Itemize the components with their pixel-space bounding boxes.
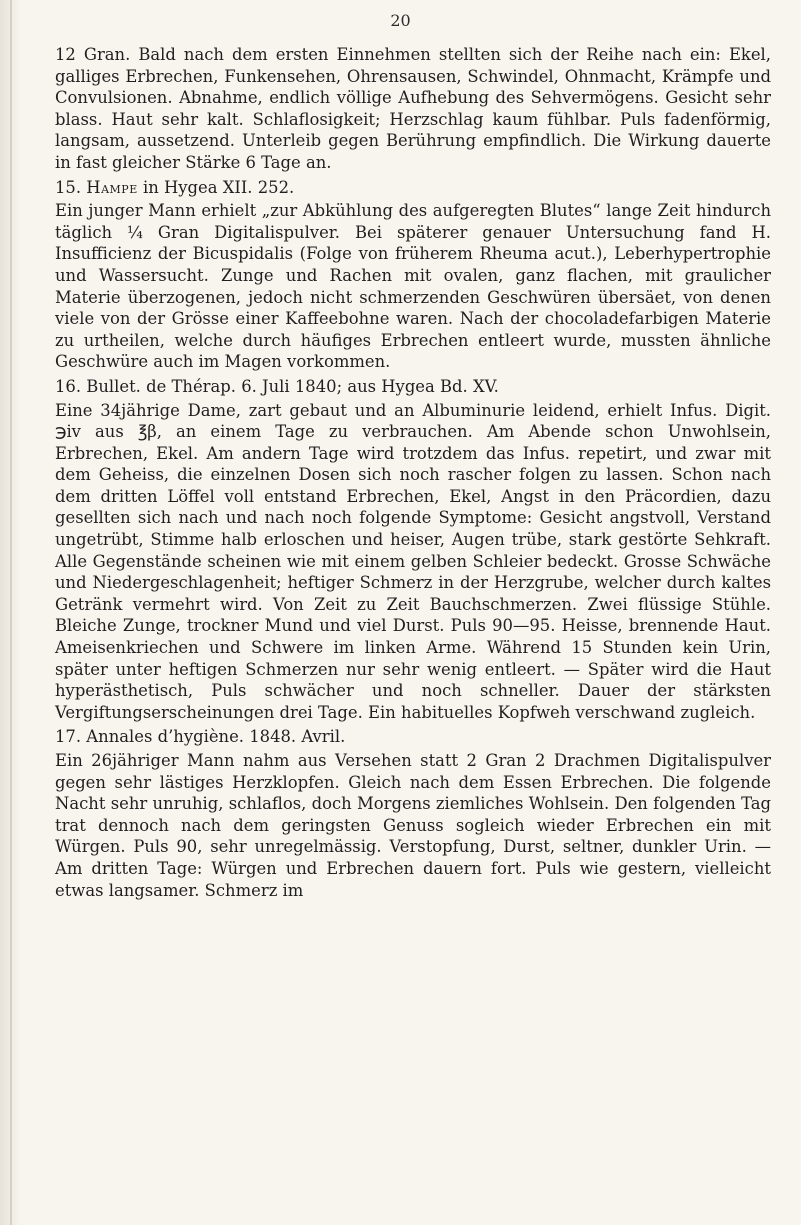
binding-line: [10, 0, 12, 1225]
paragraph-case-14-end: 12 Gran. Bald nach dem ersten Einnehmen stellten sich der Reihe nach ein: Ekel, galliges Erbrechen, Funkensehen, Ohrensausen, Schwindel, Ohnmacht, Krämpfe und Convulsionen. Abnahme, endlich völlige Aufhebung des Sehvermögens. Gesicht sehr blass. Haut sehr kalt. Schlaflosigkeit; Herzschlag kaum fühlbar. Puls fadenförmig, langsam, aussetzend. Unterleib gegen Berührung empfindlich. Die Wirkung dauerte in fast gleicher Stärke 6 Tage an.: [55, 45, 771, 172]
page-binding-edge: [0, 0, 22, 1225]
page-number: 20: [390, 11, 411, 30]
case-number: 15.: [55, 177, 82, 197]
case-number: 16.: [55, 376, 82, 396]
paragraph-case-15: Ein junger Mann erhielt „zur Abkühlung des aufgeregten Blutes“ lange Zeit hindurch täglich ¼ Gran Digitalispulver. Bei späterer genauer Untersuchung fand H. Insufficienz der Bicuspidalis (Folge von früherem Rheuma acut.), Leberhypertrophie und Wassersucht. Zunge und Rachen mit ovalen, ganz flachen, mit graulicher Materie überzogenen, jedoch nicht schmerzenden Geschwüren übersäet, von denen viele von der Grösse einer Kaffeebohne waren. Nach der chocoladefarbigen Materie zu urtheilen, welche durch häufiges Erbrechen entleert wurde, mussten ähnliche Geschwüre auch im Magen vorkommen.: [55, 201, 771, 372]
case-number: 17.: [55, 727, 82, 747]
paragraph-case-16: Eine 34jährige Dame, zart gebaut und an Albuminurie leidend, erhielt Infus. Digit. ℈iv aus ℥β, an einem Tage zu verbrauchen. Am Abende schon Unwohlsein, Erbrechen, Ekel. Am andern Tage wird trotzdem das Infus. repetirt, und zwar mit dem Geheiss, die einzelnen Dosen sich noch rascher folgen zu lassen. Schon nach dem dritten Löffel voll entstand Erbrechen, Ekel, Angst in den Präcordien, dazu gesellten sich nach und nach noch folgende Symptome: Gesicht angstvoll, Verstand ungetrübt, Stimme halb erloschen und heiser, Augen trübe, stark gestörte Sehkraft. Alle Gegenstände scheinen wie mit einem gelben Schleier bedeckt. Grosse Schwäche und Niedergeschlagenheit; heftiger Schmerz in der Herzgrube, welcher durch kaltes Getränk vermehrt wird. Von Zeit zu Zeit Bauchschmerzen. Zwei flüssige Stühle. Bleiche Zunge, trockner Mund und viel Durst. Puls 90—95. Heisse, brennende Haut. Ameisenkriechen und Schwere im linken Arme. Während 15 Stunden kein Urin, später unter heftigen Schmerzen nur sehr wenig entleert. — Später wird die Haut hyperästhetisch, Puls schwächer und noch schneller. Dauer der stärksten Vergiftungserscheinungen drei Tage. Ein habituelles Kopfweh verschwand zugleich.: [55, 400, 771, 722]
source-heading-16: [55, 376, 771, 398]
source-heading-15: [55, 177, 771, 199]
main-text: [55, 44, 771, 901]
paragraph-case-17: Ein 26jähriger Mann nahm aus Versehen statt 2 Gran 2 Drachmen Digitalispulver gegen sehr lästiges Herzklopfen. Gleich nach dem Essen Erbrechen. Die folgende Nacht sehr unruhig, schlaflos, doch Morgens ziemliches Wohlsein. Den folgenden Tag trat dennoch nach dem geringsten Genuss sogleich wieder Erbrechen ein mit Würgen. Puls 90, sehr unregelmässig. Verstopfung, Durst, seltner, dunkler Urin. — Am dritten Tage: Würgen und Erbrechen dauern fort. Puls wie gestern, vielleicht etwas langsamer. Schmerz im: [55, 751, 771, 900]
source-reference: Annales d’hygiène. 1848. Avril.: [86, 727, 346, 747]
source-heading-17: [55, 726, 771, 748]
source-reference: Bullet. de Thérap. 6. Juli 1840; aus Hygea Bd. XV.: [86, 376, 499, 396]
author-name: Hampe: [86, 177, 138, 197]
source-reference: in Hygea XII. 252.: [142, 177, 295, 197]
